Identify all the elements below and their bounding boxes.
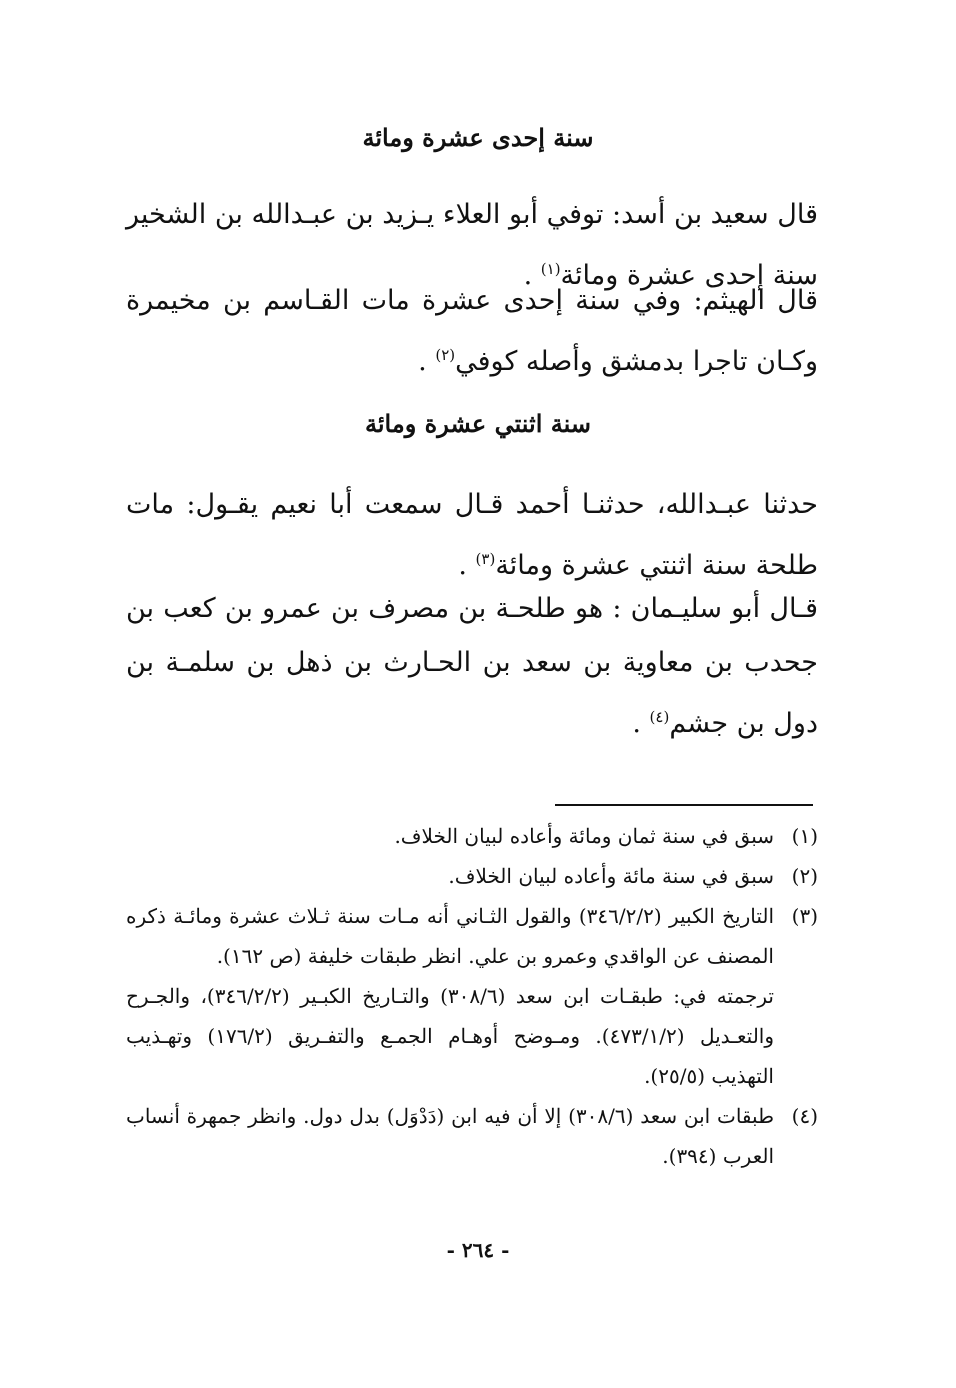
paragraph-text: قال الهيثم: وفي سنة إحدى عشرة مات القـاسم بن مخيمرة وكـان تاجرا بدمشق وأصله كوفي xyxy=(126,285,818,377)
footnote-number: (٤) xyxy=(791,1104,818,1128)
footnote-text: التاريخ الكبير (٣٤٦/٢/٢) والقول الثـاني أنه مـات سنة ثـلاث عشرة ومائـة ذكره المصنف عن الواقدي وعمرو بن علي. انظر طبقات خليفة (ص ١٦٢). xyxy=(126,904,775,968)
footnote xyxy=(126,896,818,976)
footnote-number: (١) xyxy=(791,824,818,848)
footnote-ref: (٣) xyxy=(475,550,496,568)
page-number: - ٢٦٤ - xyxy=(446,1238,510,1262)
paragraph xyxy=(126,582,818,751)
paragraph xyxy=(126,478,818,593)
footnote-ref: (١) xyxy=(540,260,561,278)
paragraph-text: حدثنا عبـدالله، حدثنـا أحمد قـال سمعت أبا نعيم يقـول: مات طلحة سنة اثنتي عشرة ومائة xyxy=(126,489,818,581)
section-heading: سنة إحدى عشرة ومائة xyxy=(362,123,594,152)
footnote-divider xyxy=(555,804,813,806)
footnote-text: طبقات ابن سعد (٣٠٨/٦) إلا أن فيه ابن (دَدْوَل) بدل دول. وانظر جمهرة أنساب العرب (٣٩٤). xyxy=(126,1104,774,1168)
footnote xyxy=(126,1096,818,1176)
paragraph-text: قال سعيد بن أسد: توفي أبو العلاء يـزيد بن عبـدالله بن الشخير سنة إحدى عشرة ومائة xyxy=(126,199,818,291)
paragraph-end: . xyxy=(523,260,541,291)
footnote-number: (٢) xyxy=(791,864,818,888)
footnote-text: سبق في سنة ثمان ومائة وأعاده لبيان الخلاف. xyxy=(394,824,774,848)
footnote-continuation: ترجمته في: طبقـات ابن سعد (٣٠٨/٦) والتـاريخ الكبـير (٣٤٦/٢/٢)، والجـرح والتعـديل (٤٧٣/١/٢). ومـوضح أوهـام الجمـع والتفـريق (١٧٦/٢) وتهـذيب التهذيب (٢٥/٥). xyxy=(126,984,775,1088)
paragraph-end: . xyxy=(458,550,476,581)
footnotes xyxy=(126,816,818,1176)
footnote-ref: (٤) xyxy=(649,708,670,726)
section-heading: سنة اثنتي عشرة ومائة xyxy=(365,409,591,438)
paragraph-text: قـال أبو سليـمان : هو طلحـة بن مصرف بن عمرو بن كعب بن جحدب بن معاوية بن سعد بن الحـارث بن ذهل بن سلمـة بن دول بن جشم xyxy=(126,593,818,739)
paragraph xyxy=(126,274,818,389)
footnote-text: سبق في سنة مائة وأعاده لبيان الخلاف. xyxy=(448,864,774,888)
footnote-number: (٣) xyxy=(791,904,818,928)
footnote-ref: (٢) xyxy=(435,346,456,364)
footnote xyxy=(126,816,818,856)
paragraph-end: . xyxy=(418,346,436,377)
paragraph-end: . xyxy=(632,708,650,739)
footnote xyxy=(126,856,818,896)
